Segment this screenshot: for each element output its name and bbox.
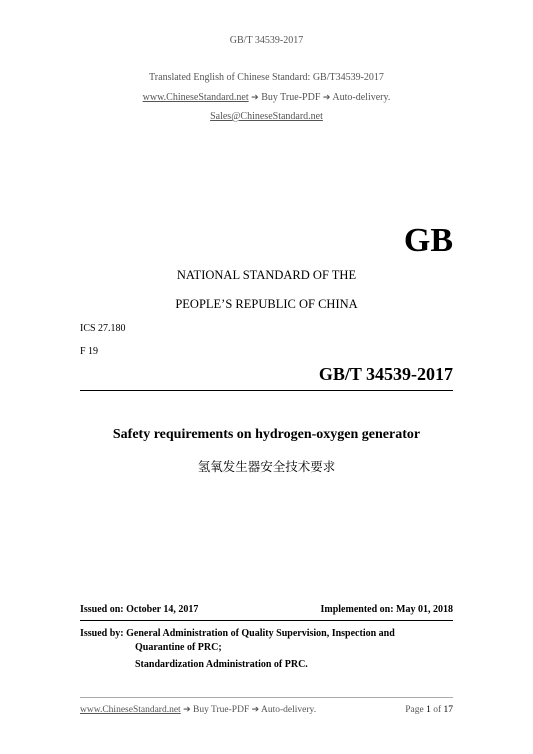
footer-site-link[interactable]: www.ChineseStandard.net [80, 705, 181, 715]
issuer-line1: Issued by: General Administration of Quality Supervision, Inspection and [80, 628, 395, 639]
footer-delivery-text: Auto-delivery. [261, 705, 317, 715]
page-indicator [405, 705, 453, 715]
divider-dates [80, 620, 453, 621]
national-standard-heading-line1: NATIONAL STANDARD OF THE [176, 268, 357, 282]
standard-number: GB/T 34539-2017 [318, 364, 453, 384]
issuer-line2: Quarantine of PRC; [135, 642, 222, 653]
issuer-line3: Standardization Administration of PRC. [135, 659, 308, 670]
gb-mark: GB [403, 222, 453, 259]
implemented-date: Implemented on: May 01, 2018 [320, 604, 453, 615]
title-english: Safety requirements on hydrogen-oxygen generator [112, 427, 421, 442]
footer-divider [80, 697, 453, 698]
sales-email-row [0, 111, 533, 122]
footer-links [80, 705, 316, 715]
translation-notice: Translated English of Chinese Standard: GB/T34539-2017 [149, 72, 384, 83]
right-arrow-icon: ➔ [251, 93, 259, 103]
classification-code: F 19 [80, 346, 99, 357]
right-arrow-icon: ➔ [251, 705, 260, 715]
chinese-standard-link[interactable]: www.ChineseStandard.net [142, 92, 249, 103]
page-total: 17 [443, 705, 453, 715]
page-current: 1 [426, 705, 431, 715]
sales-email-link[interactable]: Sales@ChineseStandard.net [210, 111, 323, 122]
auto-delivery-text: Auto-delivery. [332, 92, 391, 103]
buy-true-pdf-text: Buy True-PDF [261, 92, 321, 103]
ics-code: ICS 27.180 [80, 323, 126, 334]
divider-top [80, 390, 453, 391]
running-header: GB/T 34539-2017 [229, 35, 304, 46]
translation-links [0, 92, 533, 103]
page-label: Page [405, 705, 424, 715]
page-of: of [433, 705, 442, 715]
right-arrow-icon: ➔ [183, 705, 191, 715]
footer-buy-text: Buy True-PDF [193, 705, 250, 715]
title-chinese: 氢氧发生器安全技术要求 [197, 459, 336, 474]
issued-date: Issued on: October 14, 2017 [80, 604, 199, 615]
national-standard-heading-line2: PEOPLE’S REPUBLIC OF CHINA [175, 297, 358, 311]
right-arrow-icon: ➔ [322, 93, 331, 103]
